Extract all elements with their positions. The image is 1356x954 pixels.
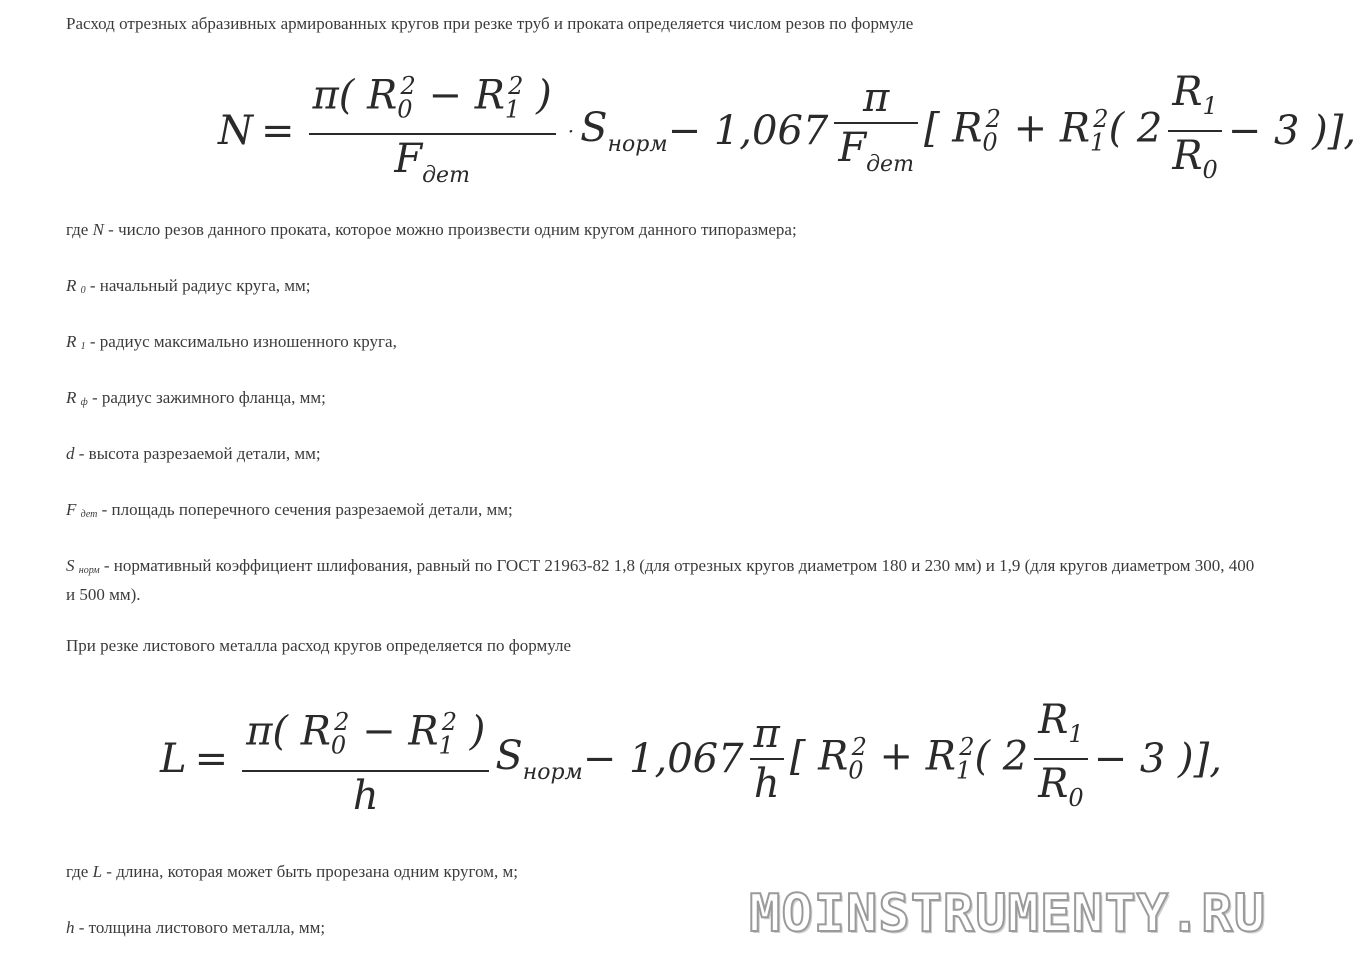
formula1-dot: ·	[567, 119, 575, 143]
formula1-frac1-denominator: $F_{дет}$	[394, 136, 470, 189]
formula2-coef: − 1,067	[582, 736, 744, 782]
def-d: d - высота разрезаемой детали, мм;	[66, 444, 321, 463]
formula1-eq: =	[261, 108, 295, 154]
def-Snorm: S $_{норм}$ - нормативный коэффициент шлифования, равный по ГОСТ 21963-82 1,8 (для отрезных кругов диаметром 180 и 230 мм) и 1,9 (для кругов диаметром 300, 400 и 500 мм).	[66, 556, 1255, 604]
def-N: где N - число резов данного проката, которое можно произвести одним кругом данного типоразмера;	[66, 220, 797, 239]
def-R0: R $_0$ - начальный радиус круга, мм;	[66, 276, 311, 296]
formula1-fraction-pi: $\frac{\pi}{F_{дет}}$	[834, 74, 918, 189]
formula2-eq: =	[194, 736, 229, 782]
formula2-fraction-pi: $\frac{\pi}{h}$	[750, 710, 784, 808]
formula1-fraction-main	[309, 62, 556, 200]
def-L: где L - длина, которая может быть прорезана одним кругом, м;	[66, 862, 519, 881]
def-Fdet: F $_{дет}$ - площадь поперечного сечения разрезаемой детали, мм;	[66, 500, 513, 520]
formula2-fraction-ratio: $\frac{R_1}{R_0}$	[1034, 696, 1087, 822]
formula2-tail: − 3 )],	[1093, 736, 1222, 782]
def-R1: R $_1$ - радиус максимально изношенного круга,	[66, 332, 397, 352]
formula1-bracket: [ $R_0^2 + R_1^2$( 2	[923, 105, 1163, 157]
formula1-s-norm: $S_{норм}$	[580, 105, 668, 157]
formula1-fraction-ratio: $\frac{R_1}{R_0}$	[1168, 68, 1221, 194]
def-Rf: R $_ф$ - радиус зажимного фланца, мм;	[66, 388, 326, 408]
formula2-lhs: L	[160, 736, 187, 782]
intro-paragraph: Расход отрезных абразивных армированных кругов при резке труб и проката определяется числом резов по формуле	[66, 14, 914, 33]
formula2-s-norm: $S_{норм}$	[495, 733, 583, 785]
site-watermark: MOINSTRUMENTY.RU	[749, 884, 1266, 944]
formula-cutting-tubes	[218, 69, 1356, 190]
def-h: h - толщина листового металла, мм;	[66, 918, 326, 937]
formula1-frac1-numerator: π( $R_0^2 - R_1^2$ )	[312, 71, 552, 124]
formula2-bracket: [ $R_0^2 + R_1^2$( 2	[789, 733, 1029, 785]
formula1-lhs: N	[218, 108, 253, 154]
formula1-coef: − 1,067	[667, 108, 829, 154]
sheet-intro-paragraph: При резке листового металла расход кругов определяется по формуле	[66, 636, 572, 655]
formula2-fraction-main: $\frac{\pi( R_0^2 - R_1^2 )}{h}$	[242, 698, 489, 819]
formula1-tail: − 3 )],	[1227, 108, 1356, 154]
formula-cutting-sheet	[160, 697, 1222, 819]
